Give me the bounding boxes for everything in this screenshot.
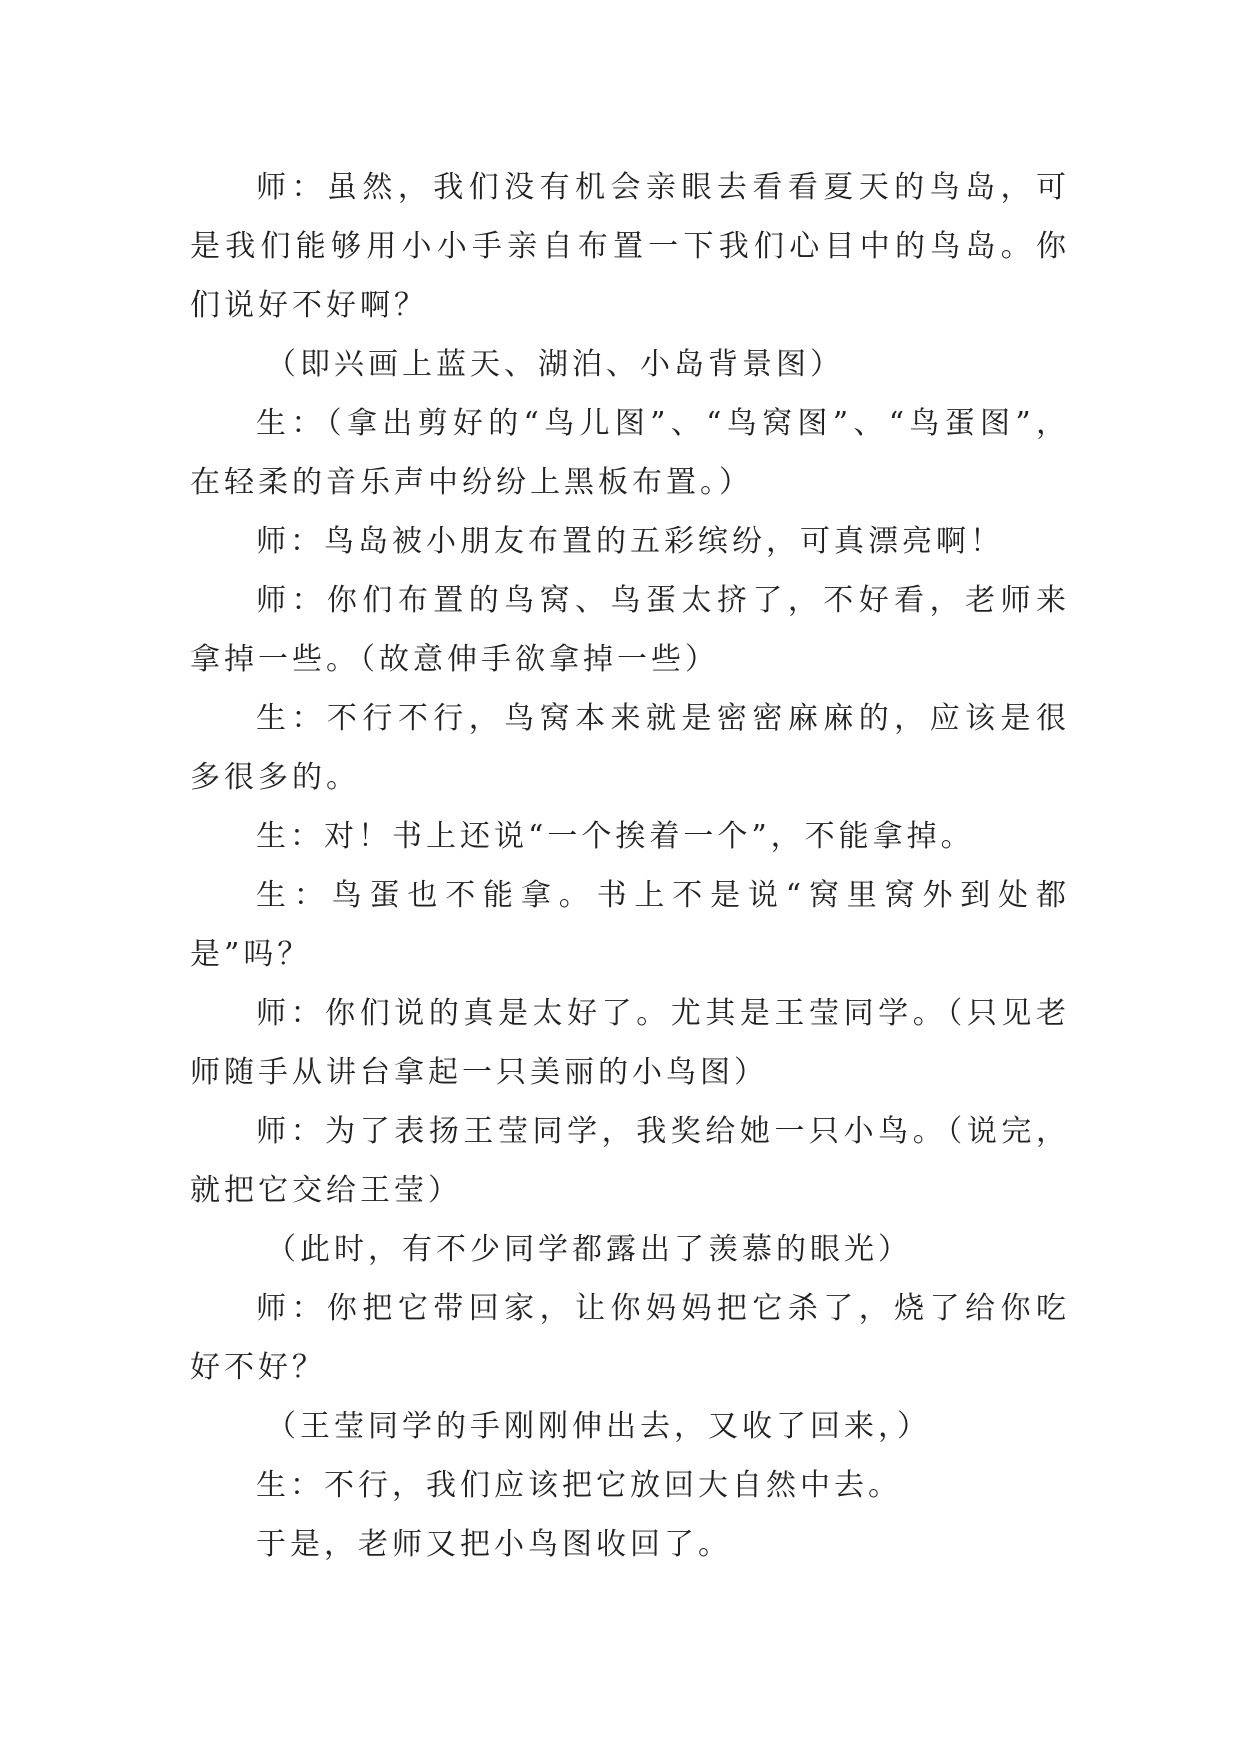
paragraph: 师：你们布置的鸟窝、鸟蛋太挤了，不好看，老师来拿掉一些。（故意伸手欲拿掉一些） — [190, 583, 1070, 677]
stage-direction: （此时，有不少同学都露出了羡慕的眼光） — [266, 1232, 912, 1267]
paragraph: 生：（拿出剪好的“鸟儿图”、“鸟窝图”、“鸟蛋图”，在轻柔的音乐声中纷纷上黑板布置。） — [190, 406, 1070, 500]
paragraph: 生：不行，我们应该把它放回大自然中去。 — [256, 1468, 902, 1503]
paragraph: 师：为了表扬王莹同学，我奖给她一只小鸟。（说完，就把它交给王莹） — [190, 1114, 1070, 1208]
stage-direction: （王莹同学的手刚刚伸出去，又收了回来，） — [266, 1409, 931, 1444]
paragraph: 于是，老师又把小鸟图收回了。 — [256, 1527, 732, 1562]
paragraph: 师：你们说的真是太好了。尤其是王莹同学。（只见老师随手从讲台拿起一只美丽的小鸟图） — [190, 996, 1070, 1090]
paragraph: 生：对！书上还说“一个挨着一个”，不能拿掉。 — [256, 819, 975, 854]
paragraph: 师：虽然，我们没有机会亲眼去看看夏天的鸟岛，可是我们能够用小小手亲自布置一下我们心目中的鸟岛。你们说好不好啊？ — [190, 170, 1070, 323]
paragraph: 师：你把它带回家，让你妈妈把它杀了，烧了给你吃好不好？ — [190, 1291, 1070, 1385]
paragraph: 生：不行不行，鸟窝本来就是密密麻麻的，应该是很多很多的。 — [190, 701, 1070, 795]
stage-direction: （即兴画上蓝天、湖泊、小岛背景图） — [266, 347, 844, 382]
paragraph: 师：鸟岛被小朋友布置的五彩缤纷，可真漂亮啊！ — [256, 524, 1004, 559]
document-body — [190, 158, 1070, 1574]
paragraph: 生：鸟蛋也不能拿。书上不是说“窝里窝外到处都是”吗？ — [190, 878, 1070, 972]
